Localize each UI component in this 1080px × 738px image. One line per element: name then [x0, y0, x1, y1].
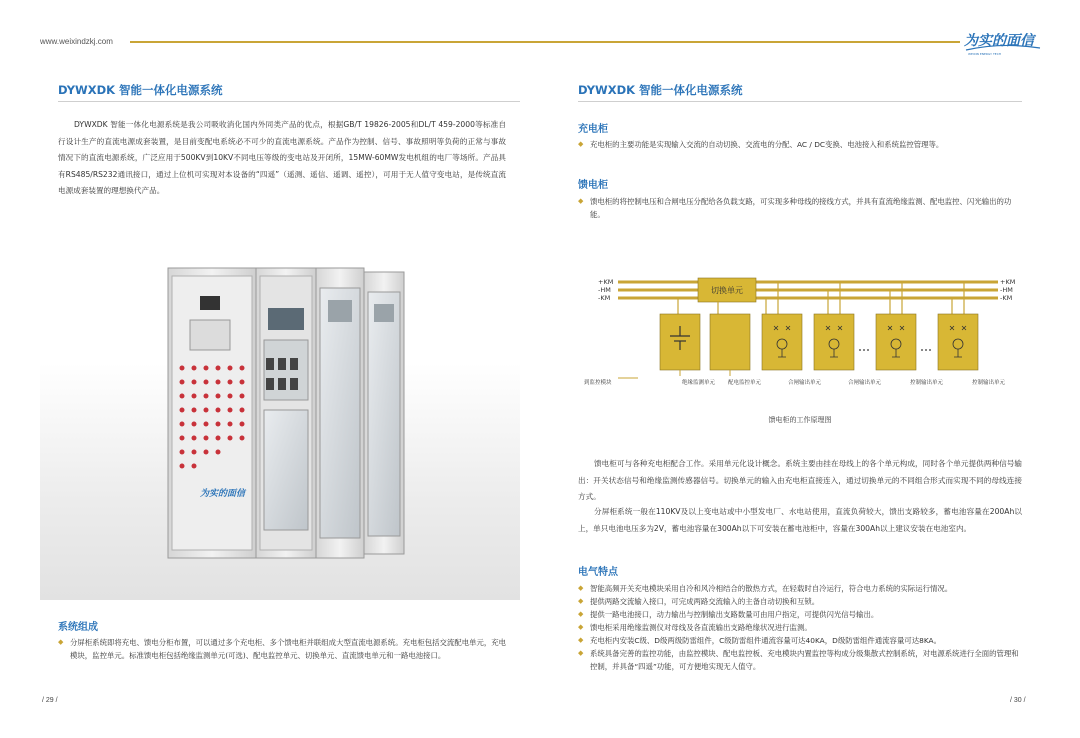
control-output-block — [938, 314, 978, 370]
bus-label-left: -KM — [598, 294, 611, 302]
feeder-principle-diagram — [578, 270, 1028, 430]
svg-text:为实的面信: 为实的面信 — [200, 489, 246, 499]
system-composition-item: ◆ 分屏柜系统即将充电、馈电分柜布置，可以通过多个充电柜、多个馈电柜并联组成大型直流电源系统。充电柜包括交流配电单元，充电模块，监控单元。标准馈电柜包括绝缘监测单元(可选)、配电监控单元、切换单元、直流馈电单元和一路电池接口。 — [58, 638, 507, 660]
diamond-bullet-icon: ◆ — [578, 636, 584, 644]
diamond-bullet-icon: ◆ — [578, 597, 584, 605]
feeder-paragraph-2: 分屏柜系统一般在110KV及以上变电站或中小型发电厂、水电站使用，直流负荷较大，馈出支路较多，蓄电池容量在200Ah以上，单只电池电压多为2V，蓄电池容量在300Ah以下可安装在蓄电池柜中，容量在300Ah以上建议安装在电池室内。 — [578, 507, 1022, 533]
left-section-title: DYWXDK 智能一体化电源系统 — [58, 83, 223, 97]
diamond-bullet-icon: ◆ — [578, 623, 584, 631]
feeder-cabinet-item: ◆ 馈电柜的将控制电压和合闸电压分配给各负载支路，可实现多种母线的接线方式，并具有直流绝缘监测、配电监控、闪光输出的功能。 — [578, 197, 1012, 219]
brand-logo — [962, 28, 1042, 56]
features-list — [578, 582, 1022, 673]
distribution-monitor-block — [710, 314, 750, 370]
bus-label-right: -HM — [1000, 286, 1013, 294]
charging-cabinet-item: ◆ 充电柜的主要功能是实现输入交流的自动切换、交流电的分配、AC / DC变换、电池接入和系统监控管理等。 — [578, 140, 944, 149]
feature-item: ◆ 提供两路交流输入接口，可完成两路交流输入的主备自动切换和互锁。 — [578, 597, 820, 606]
bus-label-left: +KM — [598, 278, 614, 286]
left-page-number: / 29 / — [42, 697, 58, 704]
diamond-bullet-icon: ◆ — [578, 140, 584, 148]
bus-label-right: +KM — [1000, 278, 1016, 286]
charging-cabinet-title: 充电柜 — [578, 124, 608, 135]
diamond-bullet-icon: ◆ — [578, 649, 584, 657]
website-url[interactable]: www.weixindzkj.com — [40, 37, 113, 46]
svg-text:为实的面信: 为实的面信 — [964, 33, 1034, 49]
feature-item: ◆ 馈电柜采用绝缘监测仪对母线及各直流输出支路绝缘状况进行监测。 — [578, 623, 812, 632]
electrical-features-title: 电气特点 — [578, 567, 618, 578]
diamond-bullet-icon: ◆ — [58, 638, 64, 646]
diagram-label: 绝缘监测单元 — [682, 380, 716, 386]
diagram-label: 合闸输出单元 — [848, 380, 882, 386]
diagram-label: 控制输出单元 — [910, 380, 944, 386]
svg-text:WEIXIN ENERGY TECH: WEIXIN ENERGY TECH — [968, 52, 1002, 56]
diagram-caption: 馈电柜的工作原理图 — [768, 416, 832, 424]
control-output-block — [876, 314, 916, 370]
diamond-bullet-icon: ◆ — [578, 197, 584, 205]
diagram-label: 控制输出单元 — [972, 380, 1006, 386]
diagram-label: 配电监控单元 — [728, 380, 762, 386]
closing-output-block — [814, 314, 854, 370]
bus-label-left: -HM — [598, 286, 611, 294]
diamond-bullet-icon: ◆ — [578, 584, 584, 592]
closing-output-block — [762, 314, 802, 370]
right-page-number: / 30 / — [1010, 697, 1026, 704]
diagram-label: 到监控模块 — [584, 380, 612, 386]
feature-item: ◆ 充电柜内安装C级、D级两级防雷组件，C级防雷组件通流容量可达40KA，D级防雷组件通流容量可达8KA。 — [578, 636, 941, 645]
feature-item: ◆ 提供一路电池接口，动力输出与控制输出支路数量可由用户指定，可提供闪光信号输出。 — [578, 610, 879, 619]
feature-item: ◆ 智能高频开关充电模块采用自冷和风冷相结合的散热方式，在轻载时自冷运行，符合电力系统的实际运行情况。 — [578, 584, 953, 593]
bus-label-right: -KM — [1000, 294, 1013, 302]
switch-unit-label: 切换单元 — [711, 286, 743, 295]
right-section-title: DYWXDK 智能一体化电源系统 — [578, 83, 743, 97]
diamond-bullet-icon: ◆ — [578, 610, 584, 618]
right-title-rule — [578, 101, 1022, 102]
feeder-cabinet-title: 馈电柜 — [578, 180, 608, 191]
feeder-paragraph-1: 馈电柜可与各种充电柜配合工作。采用单元化设计概念。系统主要由挂在母线上的各个单元构成，同时各个单元提供两种信号输出：开关状态信号和绝缘监测传感器信号。切换单元的输入由充电柜直接连入，通过切换单元的不同组合形式而实现不同的母线连接方式。 — [578, 459, 1022, 501]
left-title-rule — [58, 101, 520, 102]
system-composition-title: 系统组成 — [58, 622, 98, 633]
header-rule — [130, 41, 960, 43]
cabinet-photo — [160, 258, 410, 570]
diagram-label: 合闸输出单元 — [788, 380, 822, 386]
intro-paragraph: DYWXDK 智能一体化电源系统是我公司吸收消化国内外同类产品的优点，根据GB/T 19826-2005和DL/T 459-2000等标准自行设计生产的直流电源成套装置，是目前变配电系统必不可少的直流电源系统。产品作为控制、信号、事故照明等负荷的正常与事故情况下的直流电源系统，广泛应用于500KV到10KV不同电压等级的变电站及开闭所，15MW-60MW发电机组的电厂等场所。产品具有RS485/RS232通讯接口，通过上位机可实现对本设备的“四遥”（遥测、遥信、遥调、遥控），可用于无人值守变电站，是传统直流电源成套装置的理想换代产品。 — [58, 120, 506, 195]
feature-item: ◆ 系统具备完善的监控功能，由监控模块、配电监控板、充电模块内置监控等构成分级集散式控制系统，对电源系统进行全面的管理和控制，并具备“四遥”功能，可方便地实现无人值守。 — [578, 649, 1019, 671]
